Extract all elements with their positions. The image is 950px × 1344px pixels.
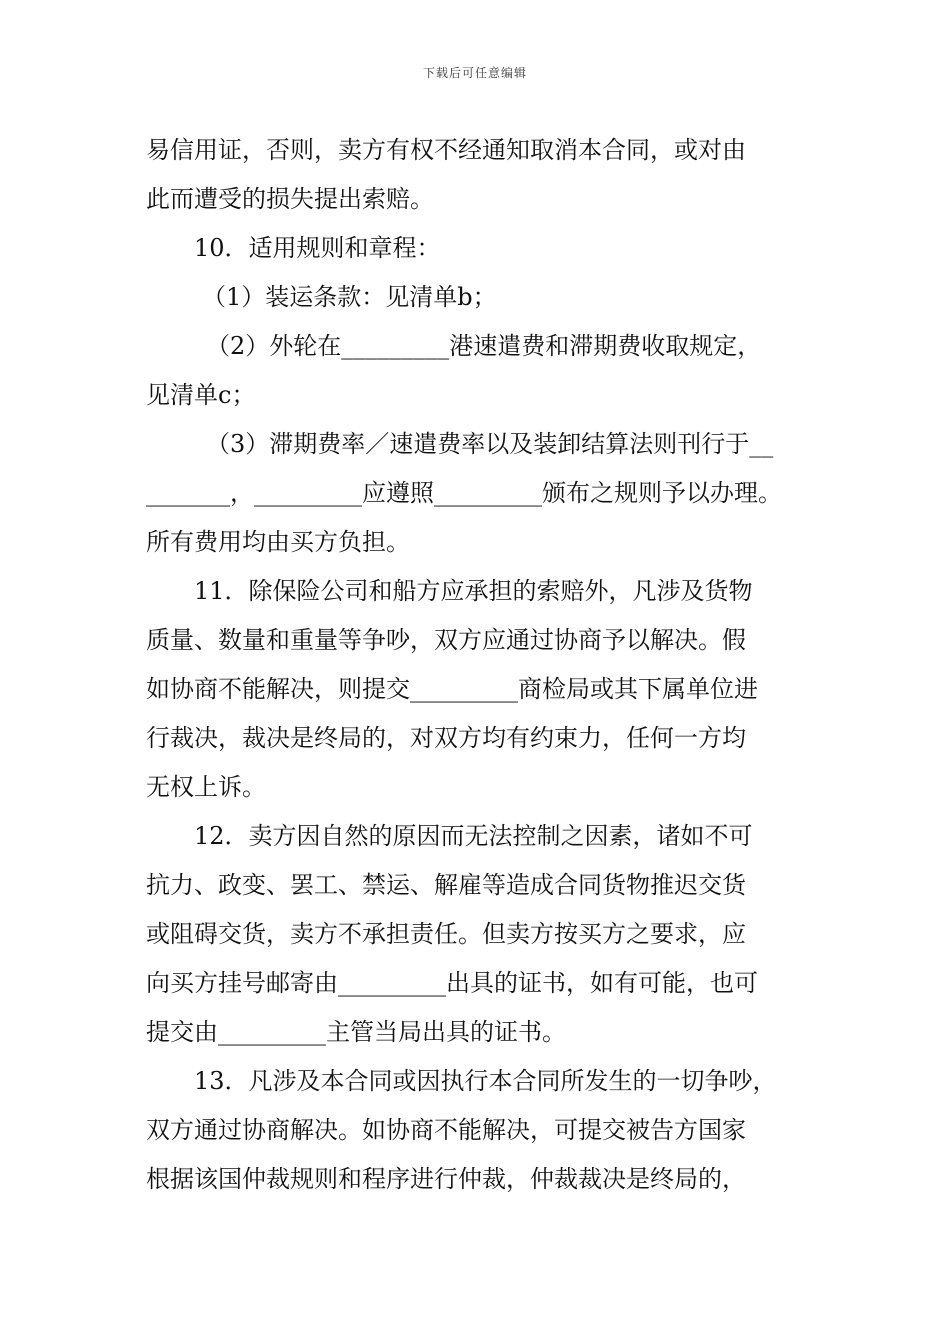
text-line: 向买方挂号邮寄由_________出具的证书，如有可能，也可 (146, 969, 758, 997)
text-line: 双方通过协商解决。如协商不能解决，可提交被告方国家 (146, 1116, 746, 1144)
text-line: 所有费用均由买方负担。 (146, 528, 410, 556)
text-line: 或阻碍交货，卖方不承担责任。但卖方按买方之要求，应 (146, 920, 746, 948)
text-line: 此而遭受的损失提出索赔。 (146, 185, 434, 213)
clause-13-start: 13．凡涉及本合同或因执行本合同所发生的一切争吵， (194, 1067, 777, 1095)
text-line: 质量、数量和重量等争吵，双方应通过协商予以解决。假 (146, 626, 746, 654)
text-line: 根据该国仲裁规则和程序进行仲裁，仲裁裁决是终局的， (146, 1165, 746, 1193)
clause-12-start: 12．卖方因自然的原因而无法控制之因素，诸如不可 (194, 822, 753, 850)
text-line: 易信用证，否则，卖方有权不经通知取消本合同，或对由 (146, 136, 746, 164)
text-line: _______，_________应遵照_________颁布之规则予以办理。 (146, 479, 782, 507)
text-line: 如协商不能解决，则提交_________商检局或其下属单位进 (146, 675, 758, 703)
clause-10-heading: 10．适用规则和章程： (194, 234, 441, 262)
text-line: 无权上诉。 (146, 773, 266, 801)
page-header: 下载后可任意编辑 (422, 66, 527, 80)
document-body (146, 126, 826, 1204)
text-line: 见清单c； (146, 381, 256, 409)
text-line: 提交由_________主管当局出具的证书。 (146, 1018, 566, 1046)
text-line: 抗力、政变、罢工、禁运、解雇等造成合同货物推迟交货 (146, 871, 746, 899)
clause-11-start: 11．除保险公司和船方应承担的索赔外，凡涉及货物 (194, 577, 753, 605)
text-line: 行裁决，裁决是终局的，对双方均有约束力，任何一方均 (146, 724, 746, 752)
clause-10-item-1: （1）装运条款：见清单b； (202, 283, 497, 311)
clause-10-item-2: （2）外轮在_________港速遣费和滞期费收取规定， (206, 332, 762, 360)
clause-10-item-3: （3）滞期费率／速遣费率以及装卸结算法则刊行于__ (206, 430, 774, 458)
